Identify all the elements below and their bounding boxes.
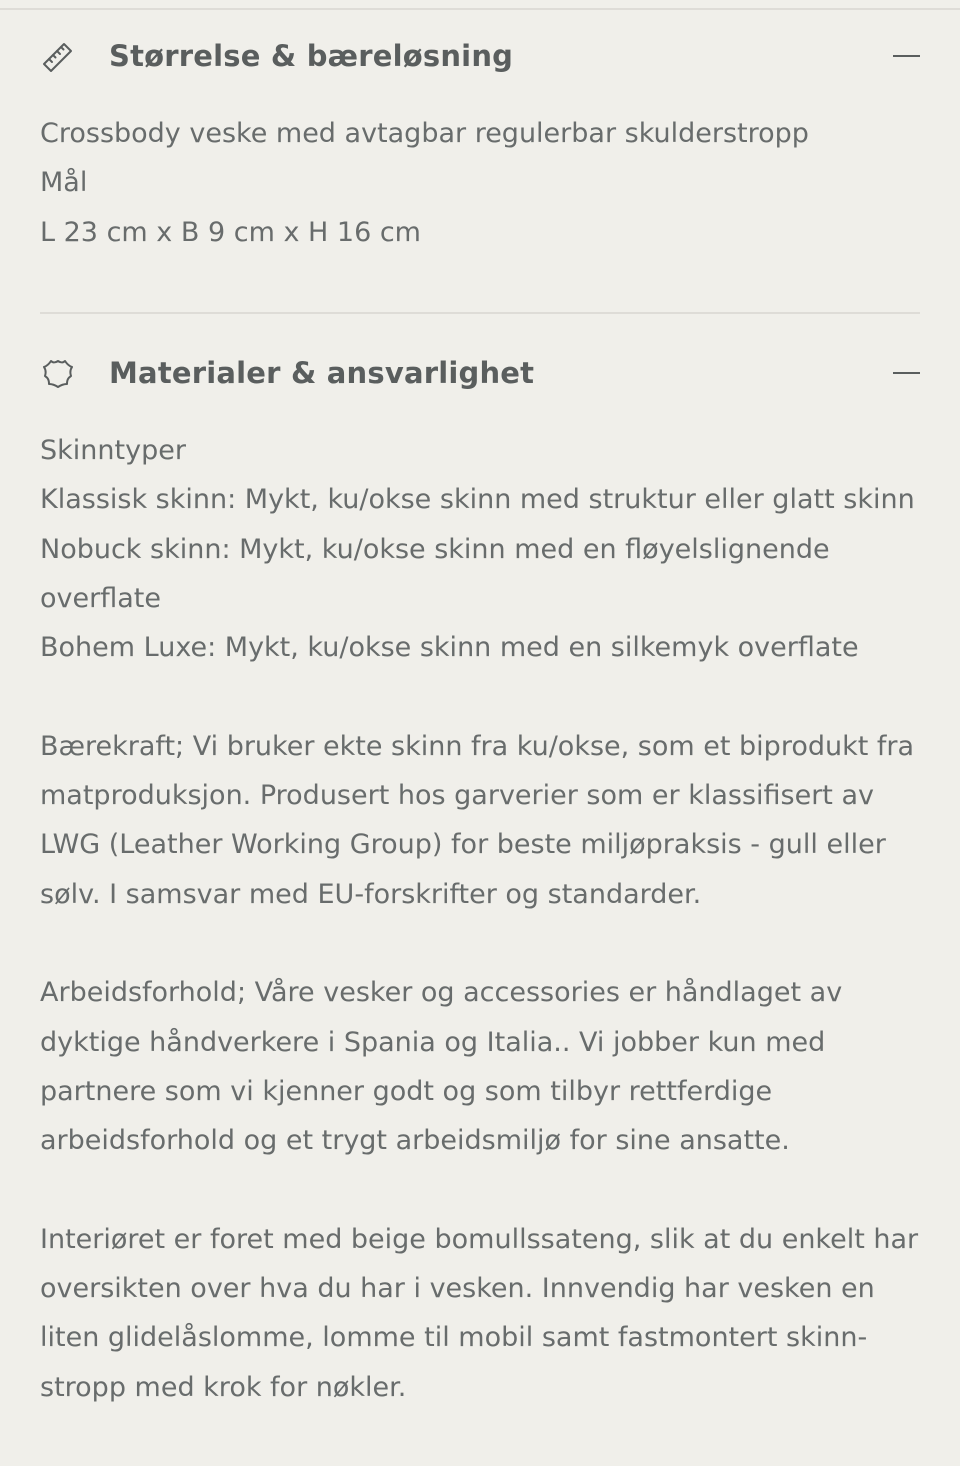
content-line: Klassisk skinn: Mykt, ku/okse skinn med struktur eller glatt skinn [40, 484, 915, 516]
section-title: Materialer & ansvarlighet [109, 356, 535, 390]
section-content [40, 426, 920, 1412]
section-title: Størrelse & bæreløsning [109, 39, 514, 73]
paragraph-working-conditions [40, 968, 920, 1165]
section-content [40, 109, 920, 257]
top-divider [0, 8, 960, 10]
content-line: Crossbody veske med avtagbar regulerbar skulderstropp [40, 118, 809, 149]
content-line: matproduksjon. Produsert hos garverier som er klassifisert av [40, 780, 874, 812]
content-line: L 23 cm x B 9 cm x H 16 cm [40, 216, 421, 248]
content-line: Interiøret er foret med beige bomullssateng, slik at du enkelt har [40, 1223, 919, 1255]
ruler-icon [40, 38, 76, 74]
accordion-header-materials[interactable] [40, 343, 920, 403]
paragraph-sustainability [40, 722, 920, 919]
content-line: Bærekraft; Vi bruker ekte skinn fra ku/okse, som et biprodukt fra [40, 730, 915, 762]
content-line: overflate [40, 582, 161, 614]
content-line: Nobuck skinn: Mykt, ku/okse skinn med en fløyelslignende [40, 533, 830, 565]
content-line: Arbeidsforhold; Våre vesker og accessories er håndlaget av [40, 977, 843, 1009]
content-line: partnere som vi kjenner godt og som tilbyr rettferdige [40, 1075, 773, 1107]
content-line: Skinntyper [40, 435, 186, 466]
content-line: LWG (Leather Working Group) for beste miljøpraksis - gull eller [40, 829, 886, 861]
accordion-size-carrying [40, 26, 920, 257]
section-divider [40, 312, 920, 314]
content-line: Bohem Luxe: Mykt, ku/okse skinn med en silkemyk overflate [40, 632, 859, 664]
accordion-header-size-carrying[interactable] [40, 26, 920, 86]
content-line: dyktige håndverkere i Spania og Italia.. Vi jobber kun med [40, 1026, 826, 1058]
leather-hide-icon [40, 355, 76, 391]
collapse-icon[interactable] [892, 359, 920, 387]
content-line: Mål [40, 167, 88, 199]
content-line: arbeidsforhold og et trygt arbeidsmiljø for sine ansatte. [40, 1125, 790, 1157]
content-line: liten glidelåslomme, lomme til mobil samt fastmontert skinn- [40, 1322, 868, 1354]
content-line: oversikten over hva du har i vesken. Innvendig har vesken en [40, 1273, 875, 1305]
collapse-icon[interactable] [892, 42, 920, 70]
paragraph-leather-types [40, 426, 920, 672]
content-line: stropp med krok for nøkler. [40, 1371, 407, 1403]
accordion-materials-responsibility [40, 343, 920, 1412]
paragraph-interior [40, 1215, 920, 1412]
content-line: sølv. I samsvar med EU-forskrifter og standarder. [40, 878, 702, 910]
